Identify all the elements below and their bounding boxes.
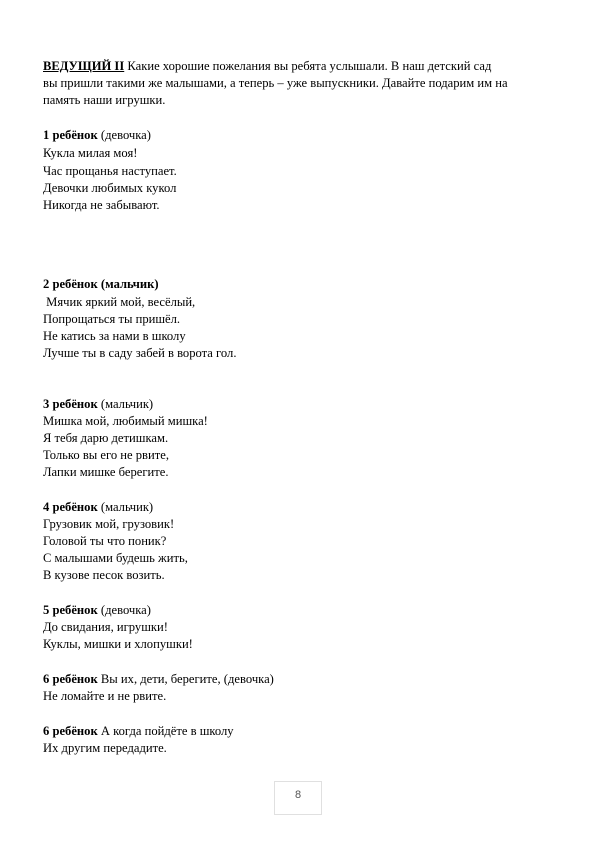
verse-heading-bold: 3 ребёнок [43, 397, 98, 411]
verse-heading-rest: А когда пойдёте в школу [97, 724, 234, 738]
verse-3-line-3: Только вы его не рвите, [43, 448, 169, 462]
speaker-label: ВЕДУЩИЙ II [43, 59, 125, 73]
verse-2-line-4: Лучше ты в саду забей в ворота гол. [43, 346, 237, 360]
verse-heading-rest: (девочка) [97, 128, 151, 142]
verse-2-line-2: Попрощаться ты пришёл. [43, 312, 181, 326]
verse-4-line-2: Головой ты что поник? [43, 534, 167, 548]
verse-3-heading [43, 397, 153, 412]
verse-4-line-3: С малышами будешь жить, [43, 551, 188, 565]
verse-3-line-4: Лапки мишке берегите. [43, 465, 169, 479]
page-number: 8 [274, 781, 322, 815]
verse-heading-bold: 6 ребёнок [43, 724, 98, 738]
intro-line-1 [43, 58, 558, 75]
intro-text-1: Какие хорошие пожелания вы ребята услышали. В наш детский сад [124, 59, 492, 73]
verse-6a-heading [43, 672, 274, 687]
verse-heading-bold: 2 ребёнок (мальчик) [43, 277, 159, 291]
verse-4-line-1: Грузовик мой, грузовик! [43, 517, 175, 531]
verse-3-line-1: Мишка мой, любимый мишка! [43, 414, 208, 428]
verse-3-line-2: Я тебя дарю детишкам. [43, 431, 169, 445]
verse-6b-heading [43, 724, 234, 739]
verse-heading-rest: (мальчик) [97, 500, 154, 514]
verse-heading-bold: 5 ребёнок [43, 603, 98, 617]
verse-6b-line-1: Их другим передадите. [43, 741, 167, 755]
verse-1-line-3: Девочки любимых кукол [43, 181, 177, 195]
verse-2-heading [43, 277, 159, 292]
verse-4-line-4: В кузове песок возить. [43, 568, 165, 582]
verse-2-line-3: Не катись за нами в школу [43, 329, 186, 343]
intro-line-2: вы пришли такими же малышами, а теперь – уже выпускники. Давайте подарим им на [43, 76, 508, 90]
verse-1-heading [43, 128, 151, 143]
verse-5-line-2: Куклы, мишки и хлопушки! [43, 637, 193, 651]
verse-2-line-1: Мячик яркий мой, весёлый, [43, 295, 196, 309]
intro-line-3: память наши игрушки. [43, 93, 166, 107]
verse-heading-bold: 6 ребёнок [43, 672, 98, 686]
verse-5-line-1: До свидания, игрушки! [43, 620, 168, 634]
verse-6a-line-1: Не ломайте и не рвите. [43, 689, 167, 703]
verse-heading-rest: (девочка) [97, 603, 151, 617]
intro-paragraph [43, 58, 558, 109]
verse-1-line-2: Час прощанья наступает. [43, 164, 177, 178]
verse-heading-rest: Вы их, дети, берегите, (девочка) [97, 672, 274, 686]
verse-heading-bold: 1 ребёнок [43, 128, 98, 142]
verse-heading-rest: (мальчик) [97, 397, 154, 411]
verse-heading-bold: 4 ребёнок [43, 500, 98, 514]
verse-1-line-1: Кукла милая моя! [43, 146, 138, 160]
verse-5-heading [43, 603, 151, 618]
verse-1-line-4: Никогда не забывают. [43, 198, 160, 212]
verse-4-heading [43, 500, 153, 515]
